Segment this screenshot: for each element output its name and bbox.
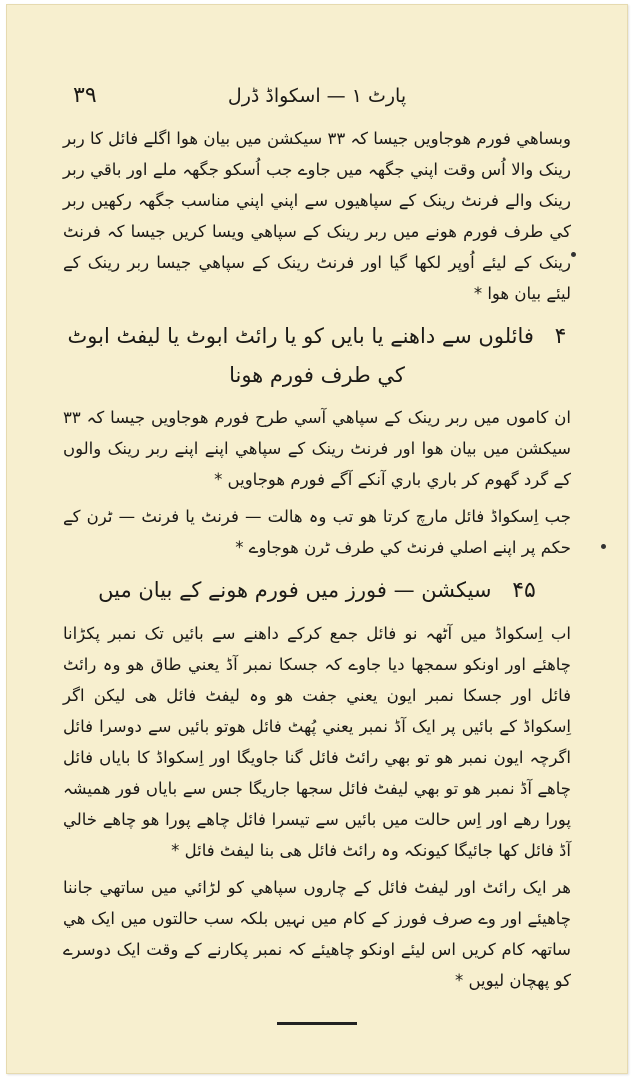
document-page (6, 4, 628, 1074)
paragraph: اب اِسکواڈ ميں آٹھہ نو فائل جمع کرکے داھنے سے بائيں تک نمبر پکڑانا چاھئے اور اونکو سمجھا ديا جاوے کہ جسکا نمبر آڈ يعني طاق ھو وہ رائٹ فائل اور جسکا نمبر ايون يعني جفت ھو وہ ليفٹ فائل ھی ليکن اگر اِسکواڈ کے بائيں پر ايک آڈ نمبر يعني پُھٹ فائل ھوتو بائيں سے دوسرا فائل اگرچہ ايون نمبر ھو تو بھي رائٹ فائل گنا جاويگا اور اِسکواڈ کا باياں فائل چاھے آڈ نمبر ھو تو بھي ليفٹ فائل سجھا جاريگا جس سے باياں فور ھميشہ پورا رھے اور اِس حالت ميں بائيں سے تيسرا فائل چاھے پورا ھو چاھے خالي آڈ فائل کھا جائيگا کيونکہ وہ رائٹ فائل ھی بنا ليفٹ فائل * (63, 624, 571, 860)
paragraph: وبساھي فورم ھوجاويں جيسا کہ ۳۳ سيکشن ميں بيان ھوا اگلے فائل کا ربر رينک والا اُس وقت اپني جگھہ ميں جاوے جب اُسکو جگھہ ملے اور باقي ربر رينک والے فرنٹ رينک کے سپاھيوں سے اپني اپني مناسب جگھہ رکھيں ربر کي طرف فورم ھونے ميں ربر رينک کے سپاھي ويسا کريں جيسا کہ فرنٹ رينک کے لیئے اُوپر لکھا گيا اور فرنٹ رينک کے سپاھي جيسا ربر رينک کے لیئے بيان ھوا * (63, 129, 571, 303)
section-heading-45 (63, 571, 571, 610)
section-heading-44 (63, 317, 571, 394)
section-number: ۴ (554, 324, 567, 349)
section-number: ۴۵ (512, 578, 536, 603)
paragraph: ھر ايک رائٹ اور ليفٹ فائل کے چاروں سپاھي کو لڑائي ميں ساتھي جاننا چاھيئے اور وے صرف فورز کے کام ميں نہيں بلکہ سب حالتوں ميں ايک ھي ساتھہ کام کريں اس لیئے اونکو چاھيئے کہ نمبر پکارنے کے وقت ايک دوسرے کو پھچان ليويں * (63, 878, 571, 990)
ink-dot (571, 252, 576, 257)
section-title: سيکشن — فورز ميں فورم ھونے کے بيان ميں (98, 578, 492, 602)
page-header (67, 83, 567, 113)
section-title: فائلوں سے داھنے يا بايں کو يا رائٹ ابوٹ يا ليفٹ ابوٹ کي طرف فورم ھونا (67, 324, 534, 387)
ink-dot (601, 544, 606, 549)
page-number: ۳۹ (73, 83, 97, 108)
paragraph: جب اِسکواڈ فائل مارچ کرتا ھو تب وہ ھالت — فرنٹ يا فرنٹ — ٹرن کے حکم پر اپنے اصلي فرنٹ کي طرف ٹرن ھوجاوے * (63, 507, 571, 557)
end-of-section-rule (277, 1022, 357, 1025)
paragraph: ان کاموں ميں ربر رينک کے سپاھي آسي طرح فورم ھوجاويں جيسا کہ ۳۳ سيکشن ميں بيان ھوا اور فرنٹ رينک کے سپاھي اپنے اپنے ربر رينک والوں کے گرد گھوم کر باري باري آنکے آگے فورم ھوجاويں * (63, 408, 571, 489)
running-title: پارٹ ۱ — اسکواڈ ڈرل (227, 85, 407, 107)
page-body (63, 123, 571, 1025)
